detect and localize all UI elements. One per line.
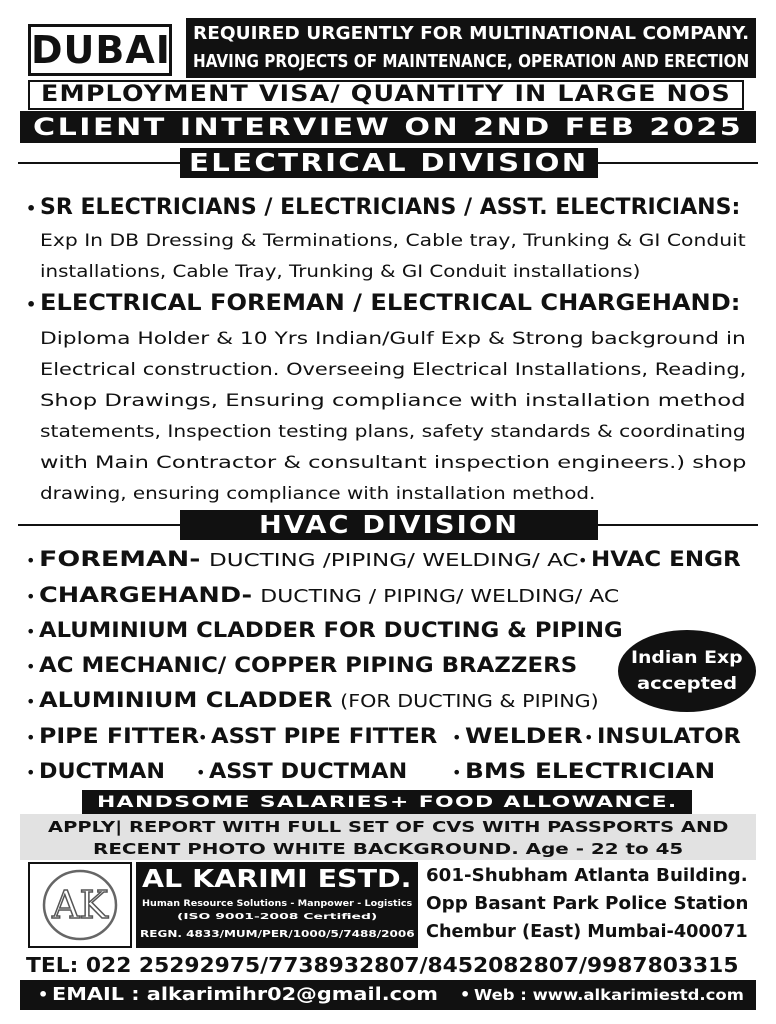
- apply-line: RECENT PHOTO WHITE BACKGROUND. Age - 22 to 45: [92, 840, 684, 858]
- desc-line: installations, Cable Tray, Trunking & GI Conduit installations): [40, 262, 641, 282]
- indian-exp-badge: [618, 630, 756, 712]
- hvac-row-asst-fitter: [198, 721, 438, 753]
- desc-line: Exp In DB Dressing & Terminations, Cable tray, Trunking & GI Conduit: [40, 231, 746, 251]
- interview-text: CLIENT INTERVIEW ON 2ND FEB 2025: [32, 113, 744, 141]
- visa-banner: [28, 80, 744, 110]
- hvac-row-foreman: [26, 544, 579, 576]
- apply-box: [20, 814, 756, 860]
- header-line-2: HAVING PROJECTS OF MAINTENANCE, OPERATION AND ERECTION: [192, 51, 750, 72]
- desc-line: with Main Contractor & consultant inspection engineers.) shop: [40, 453, 747, 473]
- bullet-icon: •: [26, 199, 37, 218]
- cladder1-label: ALUMINIUM CLADDER FOR DUCTING & PIPING: [39, 618, 624, 642]
- bullet-icon: •: [452, 763, 462, 782]
- bullet-icon: •: [26, 587, 36, 606]
- desc-line: Electrical construction. Overseeing Electrical Installations, Reading,: [40, 360, 747, 380]
- hvac-row-cladder-2: [26, 685, 599, 717]
- bms-electrician-label: BMS ELECTRICIAN: [465, 759, 716, 783]
- desc-line: statements, Inspection testing plans, safety standards & coordinating: [40, 422, 746, 442]
- company-tagline: Human Resource Solutions - Manpower - Logistics: [141, 899, 413, 909]
- chargehand-label: CHARGEHAND-: [39, 583, 253, 607]
- asst-ductman-label: ASST DUCTMAN: [209, 759, 408, 783]
- hvac-engr-label: HVAC ENGR: [591, 547, 742, 571]
- bullet-icon: •: [26, 728, 36, 747]
- city-box: [28, 24, 172, 76]
- hvac-row-engr: [578, 544, 741, 576]
- salary-text: HANDSOME SALARIES+ FOOD ALLOWANCE.: [96, 792, 678, 811]
- pipe-fitter-label: PIPE FITTER: [39, 724, 200, 748]
- salary-banner: [82, 790, 692, 814]
- telephone-text: TEL: 022 25292975/7738932807/8452082807/9987803315: [26, 953, 739, 977]
- address-line: Opp Basant Park Police Station: [426, 893, 749, 914]
- hvac-row-bms: [452, 756, 716, 788]
- email-contact[interactable]: [38, 980, 438, 1010]
- header-line-1: REQUIRED URGENTLY FOR MULTINATIONAL COMPANY.: [192, 23, 750, 44]
- website-contact[interactable]: [460, 980, 744, 1010]
- website-text[interactable]: Web : www.alkarimiestd.com: [474, 986, 745, 1004]
- interview-banner: [20, 111, 756, 143]
- apply-line: APPLY| REPORT WITH FULL SET OF CVS WITH PASSPORTS AND: [47, 818, 729, 836]
- hvac-row-welder: [452, 721, 583, 753]
- bullet-icon: •: [578, 551, 588, 570]
- hvac-heading-text: HVAC DIVISION: [258, 510, 520, 539]
- hvac-row-cladder: [26, 615, 623, 647]
- job1-description: [40, 226, 746, 288]
- hvac-row-ductman: [26, 756, 165, 788]
- desc-line: Diploma Holder & 10 Yrs Indian/Gulf Exp & Strong background in: [40, 329, 746, 349]
- cladder2-detail: (FOR DUCTING & PIPING): [340, 691, 600, 712]
- visa-text: EMPLOYMENT VISA/ QUANTITY IN LARGE NOS: [41, 82, 731, 107]
- city-label: DUBAI: [31, 28, 171, 72]
- welder-label: WELDER: [465, 724, 584, 748]
- electrical-division-heading: [180, 148, 598, 178]
- hvac-row-insulator: [584, 721, 741, 753]
- job1-title-text: SR ELECTRICIANS / ELECTRICIANS / ASST. ELECTRICIANS:: [40, 195, 741, 220]
- header-banner: [186, 18, 756, 78]
- badge-line: Indian Exp: [631, 648, 743, 668]
- insulator-label: INSULATOR: [597, 724, 742, 748]
- email-text[interactable]: EMAIL : alkarimihr02@gmail.com: [52, 984, 439, 1005]
- hvac-division-heading: [180, 510, 598, 540]
- hvac-row-asst-ductman: [196, 756, 408, 788]
- company-logo: [28, 862, 132, 948]
- bullet-icon: •: [26, 622, 36, 641]
- address-line: 601-Shubham Atlanta Building.: [426, 865, 748, 886]
- bullet-icon: •: [26, 295, 37, 314]
- company-registration: REGN. 4833/MUM/PER/1000/5/7488/2006: [140, 929, 415, 940]
- electrical-heading-text: ELECTRICAL DIVISION: [189, 148, 589, 177]
- foreman-detail: DUCTING /PIPING/ WELDING/ AC: [209, 550, 579, 571]
- bullet-icon: •: [38, 985, 49, 1004]
- desc-line: Shop Drawings, Ensuring compliance with installation method: [40, 391, 746, 411]
- hvac-row-fitters: [26, 721, 200, 753]
- hvac-row-ac-mechanic: [26, 650, 578, 682]
- company-name: AL KARIMI ESTD.: [142, 864, 412, 893]
- bullet-icon: •: [26, 657, 36, 676]
- cladder2-line: [39, 685, 599, 717]
- chargehand-detail: DUCTING / PIPING/ WELDING/ AC: [260, 586, 620, 607]
- chargehand-line: [39, 580, 619, 612]
- ac-mechanic-label: AC MECHANIC/ COPPER PIPING BRAZZERS: [39, 653, 578, 677]
- bullet-icon: •: [26, 763, 36, 782]
- bullet-icon: •: [460, 985, 471, 1004]
- bullet-icon: •: [26, 551, 36, 570]
- badge-line: accepted: [636, 674, 738, 694]
- contact-footer: [20, 980, 756, 1010]
- hvac-row-chargehand: [26, 580, 620, 612]
- company-block: [136, 862, 418, 948]
- logo-text: AK: [52, 883, 108, 927]
- ductman-label: DUCTMAN: [39, 759, 166, 783]
- telephone-numbers: [26, 952, 746, 978]
- bullet-icon: •: [452, 728, 462, 747]
- bullet-icon: •: [198, 728, 208, 747]
- job-title-foreman: [26, 290, 741, 319]
- bullet-icon: •: [26, 692, 36, 711]
- asst-pipe-fitter-label: ASST PIPE FITTER: [211, 724, 438, 748]
- job-title-electricians: [26, 194, 741, 223]
- cladder2-label: ALUMINIUM CLADDER: [39, 688, 333, 712]
- logo-icon: [30, 864, 130, 946]
- foreman-label: FOREMAN-: [39, 547, 201, 571]
- company-iso: (ISO 9001-2008 Certified): [176, 912, 378, 921]
- bullet-icon: •: [196, 763, 206, 782]
- bullet-icon: •: [584, 728, 594, 747]
- foreman-line: [39, 544, 579, 576]
- job2-title-text: ELECTRICAL FOREMAN / ELECTRICAL CHARGEHAND:: [40, 291, 741, 316]
- job2-description: [40, 324, 746, 510]
- address-line: Chembur (East) Mumbai-400071: [426, 921, 748, 942]
- desc-line: drawing, ensuring compliance with installation method.: [40, 484, 596, 504]
- company-address: [426, 862, 756, 946]
